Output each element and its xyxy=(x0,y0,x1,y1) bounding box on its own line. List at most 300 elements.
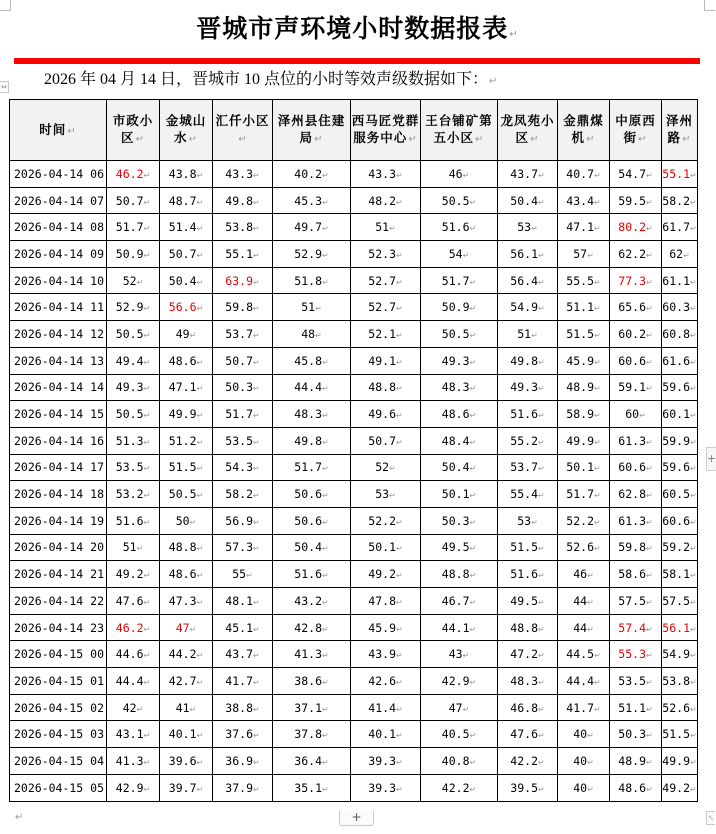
time-cell[interactable] xyxy=(10,427,107,454)
value-cell[interactable] xyxy=(558,534,610,561)
value-cell[interactable] xyxy=(498,614,558,641)
value-cell[interactable] xyxy=(421,694,498,721)
time-cell[interactable] xyxy=(10,187,107,214)
value-cell[interactable] xyxy=(558,748,610,775)
value-cell[interactable] xyxy=(662,614,698,641)
value-cell[interactable] xyxy=(558,694,610,721)
value-cell[interactable] xyxy=(213,321,273,348)
paragraph-mark-icon: ↵ xyxy=(538,544,545,554)
paragraph-mark-icon: ↵ xyxy=(690,784,697,794)
value-cell[interactable] xyxy=(160,401,213,428)
value-cell[interactable] xyxy=(273,534,351,561)
value-cell[interactable] xyxy=(421,614,498,641)
value-cell[interactable] xyxy=(273,694,351,721)
value-cell[interactable] xyxy=(498,534,558,561)
value-cell[interactable] xyxy=(351,641,421,668)
value-cell[interactable] xyxy=(351,161,421,188)
value-cell[interactable] xyxy=(351,427,421,454)
value-cell[interactable] xyxy=(421,161,498,188)
value-cell[interactable] xyxy=(610,668,662,695)
value-cell[interactable] xyxy=(662,187,698,214)
value-cell[interactable] xyxy=(498,321,558,348)
time-cell[interactable] xyxy=(10,588,107,615)
value-cell[interactable] xyxy=(107,561,160,588)
value-cell[interactable] xyxy=(421,721,498,748)
value-cell[interactable] xyxy=(421,294,498,321)
value-cell[interactable] xyxy=(662,721,698,748)
value-cell[interactable] xyxy=(498,161,558,188)
value-cell[interactable] xyxy=(351,187,421,214)
value-cell[interactable] xyxy=(160,241,213,268)
value-cell[interactable] xyxy=(610,481,662,508)
value-cell[interactable] xyxy=(558,641,610,668)
value-cell[interactable] xyxy=(610,294,662,321)
value-cell[interactable] xyxy=(498,774,558,801)
time-cell[interactable] xyxy=(10,507,107,534)
value-cell[interactable] xyxy=(662,588,698,615)
value-cell[interactable] xyxy=(421,774,498,801)
value-cell[interactable] xyxy=(107,267,160,294)
value-cell[interactable] xyxy=(213,641,273,668)
value-cell[interactable] xyxy=(273,641,351,668)
value-cell[interactable] xyxy=(160,748,213,775)
value-cell[interactable] xyxy=(273,241,351,268)
value-cell[interactable] xyxy=(558,187,610,214)
value-cell[interactable] xyxy=(107,774,160,801)
value-cell[interactable] xyxy=(160,694,213,721)
paragraph-mark-icon: ↵ xyxy=(196,544,204,554)
value-cell[interactable] xyxy=(498,427,558,454)
noise-value: 49.3 xyxy=(510,380,538,395)
value-cell[interactable] xyxy=(351,241,421,268)
value-cell[interactable] xyxy=(662,267,698,294)
value-cell[interactable] xyxy=(160,321,213,348)
value-cell[interactable] xyxy=(662,401,698,428)
value-cell[interactable] xyxy=(160,588,213,615)
value-cell[interactable] xyxy=(662,347,698,374)
noise-value: 50.1 xyxy=(368,540,396,555)
value-cell[interactable] xyxy=(213,721,273,748)
value-cell[interactable] xyxy=(160,614,213,641)
value-cell[interactable] xyxy=(662,427,698,454)
value-cell[interactable] xyxy=(498,481,558,508)
value-cell[interactable] xyxy=(421,214,498,241)
value-cell[interactable] xyxy=(160,668,213,695)
value-cell[interactable] xyxy=(273,214,351,241)
value-cell[interactable] xyxy=(558,588,610,615)
value-cell[interactable] xyxy=(421,374,498,401)
noise-value: 50.3 xyxy=(441,513,470,528)
value-cell[interactable] xyxy=(213,614,273,641)
value-cell[interactable] xyxy=(160,347,213,374)
noise-value: 50.7 xyxy=(115,193,144,208)
value-cell[interactable] xyxy=(498,214,558,241)
noise-value: 39.3 xyxy=(368,753,396,768)
value-cell[interactable] xyxy=(421,401,498,428)
value-cell[interactable] xyxy=(213,374,273,401)
value-cell[interactable] xyxy=(160,534,213,561)
value-cell[interactable] xyxy=(273,721,351,748)
value-cell[interactable] xyxy=(213,294,273,321)
value-cell[interactable] xyxy=(421,641,498,668)
value-cell[interactable] xyxy=(558,374,610,401)
value-cell[interactable] xyxy=(160,294,213,321)
value-cell[interactable] xyxy=(160,481,213,508)
value-cell[interactable] xyxy=(160,374,213,401)
value-cell[interactable] xyxy=(160,267,213,294)
time-cell[interactable] xyxy=(10,161,107,188)
value-cell[interactable] xyxy=(351,748,421,775)
time-cell[interactable] xyxy=(10,454,107,481)
noise-value: 57.3 xyxy=(225,540,253,555)
value-cell[interactable] xyxy=(351,561,421,588)
value-cell[interactable] xyxy=(160,427,213,454)
value-cell[interactable] xyxy=(498,267,558,294)
value-cell[interactable] xyxy=(273,401,351,428)
value-cell[interactable] xyxy=(558,241,610,268)
value-cell[interactable] xyxy=(273,748,351,775)
value-cell[interactable] xyxy=(662,668,698,695)
value-cell[interactable] xyxy=(213,161,273,188)
value-cell[interactable] xyxy=(107,187,160,214)
value-cell[interactable] xyxy=(610,694,662,721)
value-cell[interactable] xyxy=(558,321,610,348)
noise-value: 56.4 xyxy=(510,273,538,288)
time-cell[interactable] xyxy=(10,481,107,508)
value-cell[interactable] xyxy=(351,214,421,241)
value-cell[interactable] xyxy=(107,694,160,721)
time-cell[interactable] xyxy=(10,668,107,695)
table-move-handle-icon[interactable]: ⇔ xyxy=(0,81,9,93)
paragraph-mark-icon: ↵ xyxy=(322,411,329,421)
value-cell[interactable] xyxy=(662,161,698,188)
add-row-button[interactable]: + xyxy=(339,811,374,826)
value-cell[interactable] xyxy=(213,507,273,534)
table-resize-handle-icon[interactable]: ↖ xyxy=(706,811,715,825)
value-cell[interactable] xyxy=(273,774,351,801)
value-cell[interactable] xyxy=(498,641,558,668)
value-cell[interactable] xyxy=(351,614,421,641)
value-cell[interactable] xyxy=(351,721,421,748)
value-cell[interactable] xyxy=(160,641,213,668)
value-cell[interactable] xyxy=(662,507,698,534)
noise-value: 50.3 xyxy=(618,727,646,742)
value-cell[interactable] xyxy=(351,294,421,321)
value-cell[interactable] xyxy=(107,427,160,454)
value-cell[interactable] xyxy=(351,694,421,721)
value-cell[interactable] xyxy=(273,561,351,588)
paragraph-mark-icon: ↵ xyxy=(136,544,144,554)
paragraph-mark-icon: ↵ xyxy=(646,304,653,314)
noise-value: 49.2 xyxy=(115,567,144,582)
value-cell[interactable] xyxy=(610,347,662,374)
value-cell[interactable] xyxy=(160,187,213,214)
value-cell[interactable] xyxy=(273,374,351,401)
value-cell[interactable] xyxy=(662,641,698,668)
value-cell[interactable] xyxy=(213,427,273,454)
paragraph-mark-icon: ↵ xyxy=(322,757,329,767)
value-cell[interactable] xyxy=(610,214,662,241)
value-cell[interactable] xyxy=(107,641,160,668)
value-cell[interactable] xyxy=(421,187,498,214)
value-cell[interactable] xyxy=(213,534,273,561)
time-cell[interactable] xyxy=(10,561,107,588)
value-cell[interactable] xyxy=(558,427,610,454)
time-cell[interactable] xyxy=(10,267,107,294)
value-cell[interactable] xyxy=(160,214,213,241)
value-cell[interactable] xyxy=(107,374,160,401)
time-cell[interactable] xyxy=(10,774,107,801)
value-cell[interactable] xyxy=(421,668,498,695)
value-cell[interactable] xyxy=(421,507,498,534)
value-cell[interactable] xyxy=(273,668,351,695)
value-cell[interactable] xyxy=(498,668,558,695)
value-cell[interactable] xyxy=(610,561,662,588)
value-cell[interactable] xyxy=(273,161,351,188)
value-cell[interactable] xyxy=(662,294,698,321)
value-cell[interactable] xyxy=(498,588,558,615)
value-cell[interactable] xyxy=(421,748,498,775)
value-cell[interactable] xyxy=(498,721,558,748)
value-cell[interactable] xyxy=(662,321,698,348)
value-cell[interactable] xyxy=(213,668,273,695)
value-cell[interactable] xyxy=(662,561,698,588)
value-cell[interactable] xyxy=(421,561,498,588)
value-cell[interactable] xyxy=(351,454,421,481)
value-cell[interactable] xyxy=(107,668,160,695)
value-cell[interactable] xyxy=(273,187,351,214)
value-cell[interactable] xyxy=(421,321,498,348)
value-cell[interactable] xyxy=(662,694,698,721)
value-cell[interactable] xyxy=(107,347,160,374)
value-cell[interactable] xyxy=(273,481,351,508)
time-cell[interactable] xyxy=(10,374,107,401)
value-cell[interactable] xyxy=(558,214,610,241)
value-cell[interactable] xyxy=(213,241,273,268)
value-cell[interactable] xyxy=(421,534,498,561)
time-cell[interactable] xyxy=(10,721,107,748)
value-cell[interactable] xyxy=(498,694,558,721)
value-cell[interactable] xyxy=(610,321,662,348)
value-cell[interactable] xyxy=(662,214,698,241)
value-cell[interactable] xyxy=(421,267,498,294)
time-cell[interactable] xyxy=(10,401,107,428)
value-cell[interactable] xyxy=(213,561,273,588)
value-cell[interactable] xyxy=(273,347,351,374)
value-cell[interactable] xyxy=(498,187,558,214)
value-cell[interactable] xyxy=(351,347,421,374)
paragraph-mark-icon: ↵ xyxy=(538,784,545,794)
value-cell[interactable] xyxy=(213,187,273,214)
value-cell[interactable] xyxy=(558,454,610,481)
value-cell[interactable] xyxy=(498,507,558,534)
time-cell[interactable] xyxy=(10,694,107,721)
value-cell[interactable] xyxy=(273,427,351,454)
value-cell[interactable] xyxy=(273,294,351,321)
value-cell[interactable] xyxy=(498,401,558,428)
value-cell[interactable] xyxy=(213,267,273,294)
value-cell[interactable] xyxy=(558,401,610,428)
value-cell[interactable] xyxy=(273,267,351,294)
value-cell[interactable] xyxy=(498,748,558,775)
value-cell[interactable] xyxy=(273,454,351,481)
value-cell[interactable] xyxy=(498,374,558,401)
value-cell[interactable] xyxy=(213,481,273,508)
value-cell[interactable] xyxy=(558,294,610,321)
value-cell[interactable] xyxy=(107,241,160,268)
value-cell[interactable] xyxy=(498,454,558,481)
value-cell[interactable] xyxy=(213,748,273,775)
value-cell[interactable] xyxy=(662,774,698,801)
value-cell[interactable] xyxy=(558,267,610,294)
value-cell[interactable] xyxy=(213,347,273,374)
noise-value: 44.2 xyxy=(168,647,197,662)
value-cell[interactable] xyxy=(107,614,160,641)
value-cell[interactable] xyxy=(160,721,213,748)
value-cell[interactable] xyxy=(610,161,662,188)
value-cell[interactable] xyxy=(558,774,610,801)
value-cell[interactable] xyxy=(351,481,421,508)
value-cell[interactable] xyxy=(610,641,662,668)
paragraph-mark-icon: ↵ xyxy=(469,357,477,367)
value-cell[interactable] xyxy=(662,481,698,508)
value-cell[interactable] xyxy=(160,561,213,588)
table-row xyxy=(10,748,698,775)
value-cell[interactable] xyxy=(558,561,610,588)
value-cell[interactable] xyxy=(107,481,160,508)
value-cell[interactable] xyxy=(351,534,421,561)
value-cell[interactable] xyxy=(558,668,610,695)
value-cell[interactable] xyxy=(351,267,421,294)
value-cell[interactable] xyxy=(558,721,610,748)
value-cell[interactable] xyxy=(558,481,610,508)
value-cell[interactable] xyxy=(160,507,213,534)
time-cell[interactable] xyxy=(10,241,107,268)
value-cell[interactable] xyxy=(273,588,351,615)
paragraph-mark-icon: ↵ xyxy=(143,330,151,340)
value-cell[interactable] xyxy=(498,561,558,588)
value-cell[interactable] xyxy=(558,347,610,374)
value-cell[interactable] xyxy=(213,588,273,615)
value-cell[interactable] xyxy=(213,694,273,721)
value-cell[interactable] xyxy=(351,401,421,428)
time-cell[interactable] xyxy=(10,534,107,561)
value-cell[interactable] xyxy=(160,774,213,801)
time-cell[interactable] xyxy=(10,614,107,641)
value-cell[interactable] xyxy=(273,321,351,348)
value-cell[interactable] xyxy=(351,774,421,801)
value-cell[interactable] xyxy=(213,774,273,801)
value-cell[interactable] xyxy=(610,534,662,561)
value-cell[interactable] xyxy=(351,507,421,534)
value-cell[interactable] xyxy=(351,668,421,695)
value-cell[interactable] xyxy=(498,241,558,268)
noise-value: 49.8 xyxy=(225,193,253,208)
time-cell[interactable] xyxy=(10,347,107,374)
value-cell[interactable] xyxy=(662,241,698,268)
value-cell[interactable] xyxy=(213,454,273,481)
value-cell[interactable] xyxy=(107,721,160,748)
noise-value: 44.1 xyxy=(441,620,470,635)
value-cell[interactable] xyxy=(662,454,698,481)
add-column-button[interactable]: + xyxy=(706,447,716,471)
value-cell[interactable] xyxy=(498,294,558,321)
value-cell[interactable] xyxy=(662,534,698,561)
value-cell[interactable] xyxy=(610,267,662,294)
paragraph-mark-icon: ↵ xyxy=(646,330,653,340)
paragraph-mark-icon: ↵ xyxy=(690,224,697,234)
value-cell[interactable] xyxy=(107,321,160,348)
time-cell[interactable] xyxy=(10,294,107,321)
value-cell[interactable] xyxy=(351,374,421,401)
value-cell[interactable] xyxy=(213,214,273,241)
paragraph-mark-icon: ↵ xyxy=(489,76,498,87)
value-cell[interactable] xyxy=(107,507,160,534)
value-cell[interactable] xyxy=(107,161,160,188)
paragraph-mark-icon: ↵ xyxy=(322,784,329,794)
value-cell[interactable] xyxy=(610,774,662,801)
paragraph-mark-icon: ↵ xyxy=(196,170,204,180)
time-cell[interactable] xyxy=(10,641,107,668)
value-cell[interactable] xyxy=(213,401,273,428)
value-cell[interactable] xyxy=(610,721,662,748)
value-cell[interactable] xyxy=(421,454,498,481)
value-cell[interactable] xyxy=(558,161,610,188)
value-cell[interactable] xyxy=(558,507,610,534)
value-cell[interactable] xyxy=(107,214,160,241)
value-cell[interactable] xyxy=(610,401,662,428)
value-cell[interactable] xyxy=(273,614,351,641)
value-cell[interactable] xyxy=(107,748,160,775)
value-cell[interactable] xyxy=(610,427,662,454)
value-cell[interactable] xyxy=(558,614,610,641)
value-cell[interactable] xyxy=(662,374,698,401)
column-header-label: 市政小区 xyxy=(112,113,154,145)
value-cell[interactable] xyxy=(421,427,498,454)
value-cell[interactable] xyxy=(351,321,421,348)
value-cell[interactable] xyxy=(421,241,498,268)
value-cell[interactable] xyxy=(107,401,160,428)
value-cell[interactable] xyxy=(160,161,213,188)
value-cell[interactable] xyxy=(107,534,160,561)
value-cell[interactable] xyxy=(107,454,160,481)
value-cell[interactable] xyxy=(498,347,558,374)
value-cell[interactable] xyxy=(351,588,421,615)
value-cell[interactable] xyxy=(610,614,662,641)
value-cell[interactable] xyxy=(273,507,351,534)
value-cell[interactable] xyxy=(610,454,662,481)
value-cell[interactable] xyxy=(421,347,498,374)
value-cell[interactable] xyxy=(610,507,662,534)
paragraph-mark-icon: ↵ xyxy=(253,517,260,527)
time-cell[interactable] xyxy=(10,321,107,348)
value-cell[interactable] xyxy=(107,294,160,321)
value-cell[interactable] xyxy=(610,374,662,401)
time-cell[interactable] xyxy=(10,748,107,775)
value-cell[interactable] xyxy=(610,187,662,214)
value-cell[interactable] xyxy=(160,454,213,481)
value-cell[interactable] xyxy=(107,588,160,615)
value-cell[interactable] xyxy=(662,748,698,775)
value-cell[interactable] xyxy=(610,241,662,268)
noise-value: 47.1 xyxy=(566,220,594,235)
value-cell[interactable] xyxy=(610,748,662,775)
paragraph-mark-icon: ↵ xyxy=(587,731,594,741)
value-cell[interactable] xyxy=(610,588,662,615)
value-cell[interactable] xyxy=(421,481,498,508)
value-cell[interactable] xyxy=(421,588,498,615)
time-cell[interactable] xyxy=(10,214,107,241)
